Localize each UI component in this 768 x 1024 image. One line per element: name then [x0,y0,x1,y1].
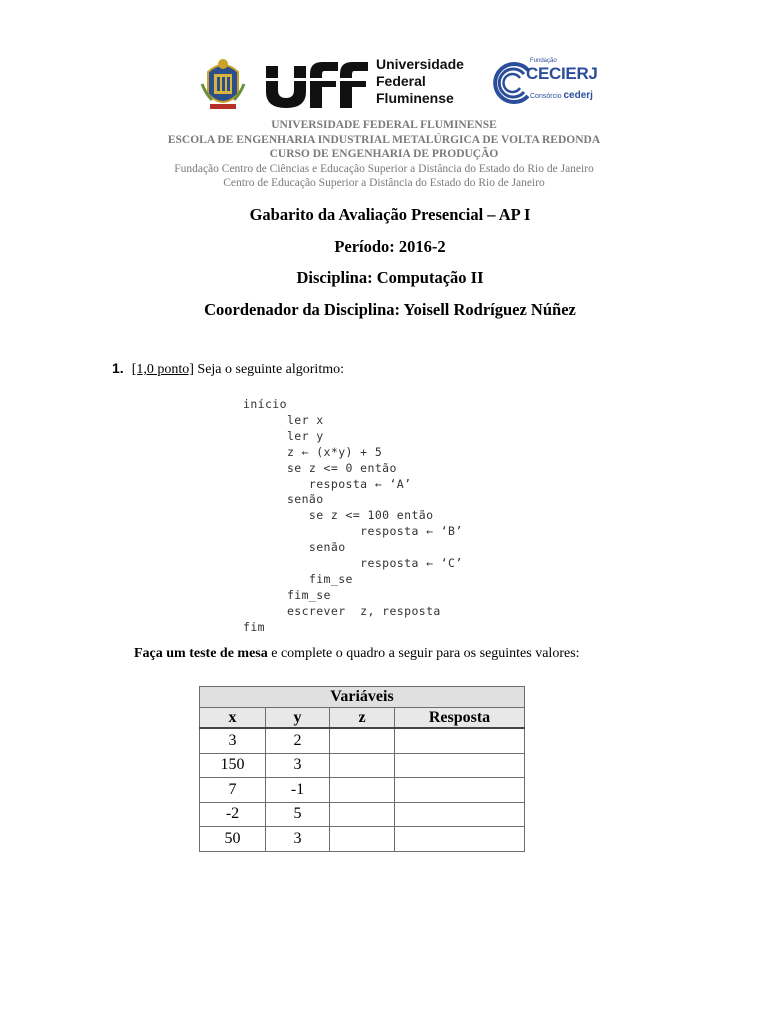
cell-z [330,778,395,803]
code-line: início [243,397,287,411]
cell-y: -1 [266,778,330,803]
uff-line-2: Federal [376,73,426,89]
cell-resposta [395,728,525,753]
question-text: Seja o seguinte algoritmo: [193,362,344,377]
question-1-heading [112,360,344,378]
cecierj-consorcio-label [530,90,593,101]
cell-z [330,827,395,852]
cell-x: -2 [200,802,266,827]
code-line: resposta ← ‘B’ [243,524,463,539]
question-points: [1,0 ponto] [131,362,194,377]
cecierj-logo [488,58,600,110]
cell-y: 3 [266,827,330,852]
title-periodo: Período: 2016-2 [334,236,446,256]
cell-x: 7 [200,778,266,803]
cell-x: 50 [200,827,266,852]
code-line: z ← (x*y) + 5 [243,444,383,459]
cell-y: 5 [266,802,330,827]
cell-x: 150 [200,753,266,778]
table-row [200,728,525,753]
code-line: fim [243,619,265,634]
code-line: fim_se [243,571,353,586]
code-line: ler y [243,428,324,443]
instruction-rest: e complete o quadro a seguir para os seguintes valores: [267,646,580,661]
cell-resposta [395,753,525,778]
header-z: z [330,708,395,729]
uff-logo-text [376,56,464,107]
code-line: resposta ← ‘C’ [243,556,463,571]
uff-logo [264,56,480,112]
table-row [200,802,525,827]
institution-header [0,118,768,191]
institution-line-4: Fundação Centro de Ciências e Educação Superior a Distância do Estado do Rio de Janeiro [174,162,594,175]
code-line: senão [243,492,324,507]
code-line: senão [243,540,346,555]
institution-line-5: Centro de Educação Superior a Distância do Estado do Rio de Janeiro [223,177,545,189]
cederj-text: cederj [563,90,593,101]
code-line: escrever z, resposta [243,603,441,618]
logo-bar [0,50,768,116]
institution-line-3: CURSO DE ENGENHARIA DE PRODUÇÃO [269,148,499,160]
cecierj-name: CECIERJ [526,64,598,83]
question-instruction [134,646,580,662]
cell-y: 3 [266,753,330,778]
title-coordenador: Coordenador da Disciplina: Yoisell Rodríguez Núñez [204,299,576,319]
institution-line-2: ESCOLA DE ENGENHARIA INDUSTRIAL METALÚRGICA DE VOLTA REDONDA [167,133,601,146]
cell-z [330,728,395,753]
university-coat-of-arms-logo [200,54,246,112]
code-line: se z <= 0 então [243,460,397,475]
title-disciplina: Disciplina: Computação II [296,268,484,288]
table-title: Variáveis [200,687,525,708]
table-title-row [200,687,525,708]
table-header-row [200,708,525,729]
cell-resposta [395,827,525,852]
table-row [200,827,525,852]
header-resposta: Resposta [395,708,525,729]
document-titles [0,204,768,330]
instruction-bold: Faça um teste de mesa [134,646,268,661]
header-x: x [200,708,266,729]
table-body [200,728,525,851]
title-gabarito: Gabarito da Avaliação Presencial – AP I [249,205,531,224]
consorcio-text: Consórcio [530,93,562,100]
code-line: se z <= 100 então [243,508,434,523]
uff-logo-mark [264,56,370,108]
code-line: resposta ← ‘A’ [243,476,412,491]
code-line: fim_se [243,587,331,602]
uff-line-3: Fluminense [376,90,454,106]
variables-table [199,686,525,852]
code-line: ler x [243,412,324,427]
question-number: 1. [112,360,124,376]
cell-z [330,753,395,778]
cell-z [330,802,395,827]
table-row [200,753,525,778]
cell-y: 2 [266,728,330,753]
algorithm-code-block [243,397,463,636]
cell-resposta [395,778,525,803]
header-y: y [266,708,330,729]
uff-line-1: Universidade [376,56,464,72]
cecierj-fundacao-label: Fundação [530,58,557,64]
cell-x: 3 [200,728,266,753]
cell-resposta [395,802,525,827]
table-row [200,778,525,803]
institution-line-1: UNIVERSIDADE FEDERAL FLUMINENSE [271,119,497,131]
